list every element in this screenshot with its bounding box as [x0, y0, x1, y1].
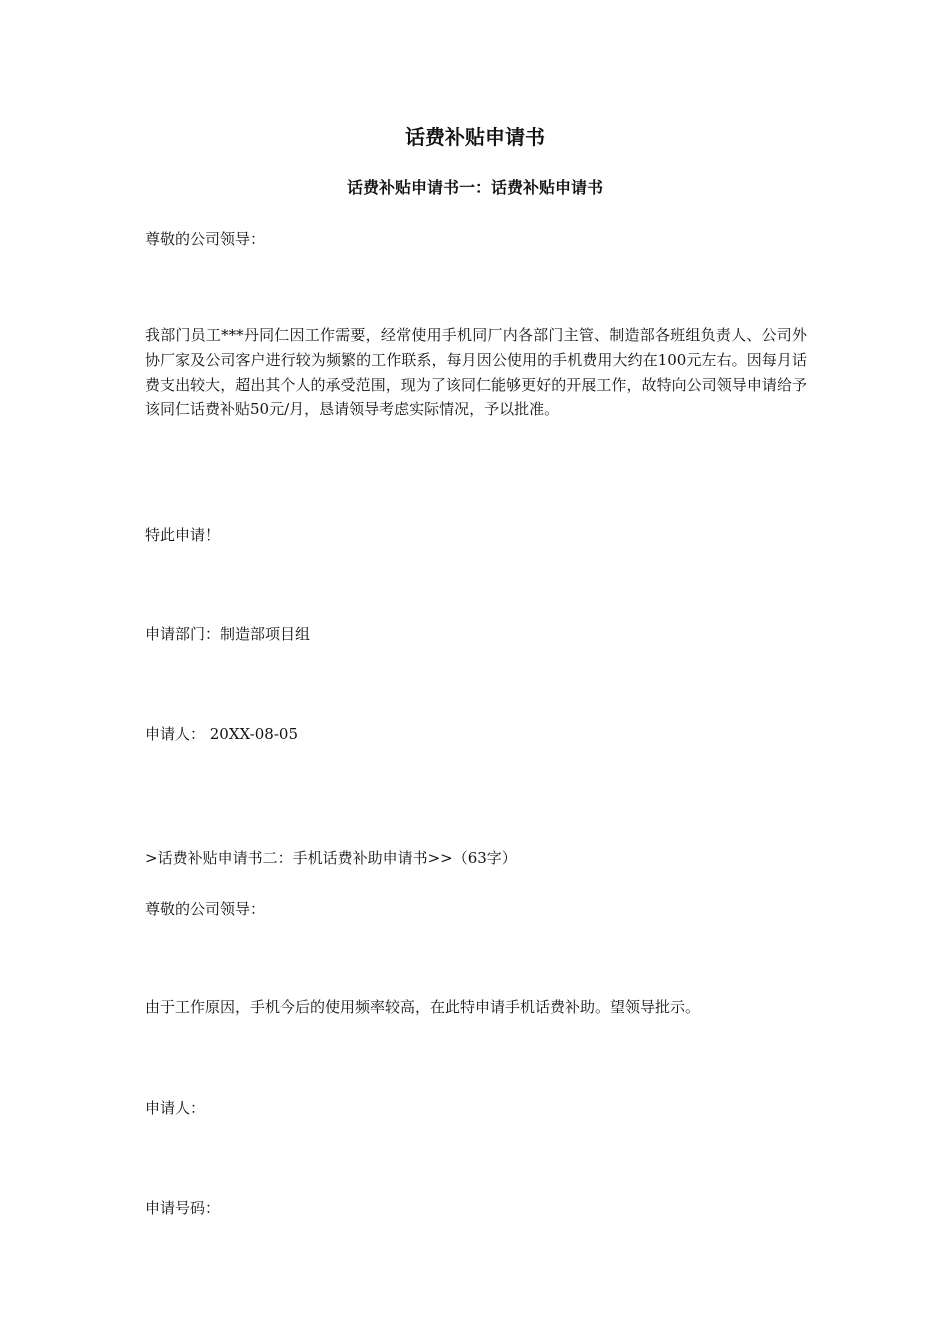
letter-body-2: 由于工作原因，手机今后的使用频率较高，在此特申请手机话费补助。望领导批示。	[145, 998, 701, 1016]
letter-body-1: 我部门员工***丹同仁因工作需要，经常使用手机同厂内各部门主管、制造部各班组负责人、公司外协厂家及公司客户进行较为频繁的工作联系，每月因公使用的手机费用大约在100元左右。因每月话费支出较大，超出其个人的承受范围，现为了该同仁能够更好的开展工作，故特向公司领导申请给予该同仁话费补贴50元/月，恳请领导考虑实际情况，予以批准。	[145, 326, 807, 419]
applicant-department: 申请部门：制造部项目组	[145, 625, 311, 643]
salutation-1: 尊敬的公司领导：	[145, 230, 266, 248]
document-title: 话费补贴申请书	[405, 125, 545, 149]
applicant-date: 申请人： 20XX-08-05	[145, 725, 298, 743]
next-article-link[interactable]: >话费补贴申请书二：手机话费补助申请书>>（63字）	[145, 849, 517, 867]
salutation-2: 尊敬的公司领导：	[145, 900, 266, 918]
phone-number-label: 申请号码：	[145, 1199, 221, 1217]
closing-text: 特此申请！	[145, 526, 221, 544]
section-title-1: 话费补贴申请书一：话费补贴申请书	[346, 178, 603, 197]
applicant-label: 申请人：	[145, 1099, 206, 1117]
